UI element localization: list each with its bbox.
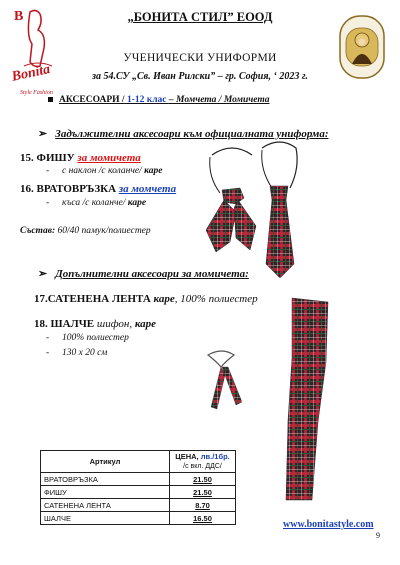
category-line: АКСЕСОАРИ / 1-12 клас – Момчета / Момичета — [48, 95, 270, 105]
school-line: за 54.СУ „Св. Иван Рилски” – гр. София, ‘ 2023 г. — [92, 71, 308, 82]
svg-text:Style Fashion: Style Fashion — [20, 90, 53, 96]
item-tie-detail: - къса /с коланче/ каре — [46, 198, 147, 208]
arrow-bullet-icon: ➢ — [38, 128, 48, 140]
ribbon-image — [208, 351, 242, 409]
table-row: САТЕНЕНА ЛЕНТА 8.70 — [41, 499, 236, 512]
price-table — [40, 450, 236, 525]
svg-text:B: B — [14, 9, 24, 24]
section-heading-mandatory: ➢ Задължителни аксесоари към официалната униформа: — [38, 128, 329, 140]
item-fishu: 15. ФИШУ за момичета — [20, 152, 141, 164]
col-article: Артикул — [41, 451, 170, 473]
table-row: ВРАТОВРЪЗКА 21.50 — [41, 473, 236, 486]
website-link[interactable]: www.bonitastyle.com — [283, 519, 374, 530]
col-price: ЦЕНА, лв./1бр. /с вкл. ДДС/ — [170, 451, 236, 473]
composition-line: Състав: 60/40 памук/полиестер — [20, 226, 151, 236]
price-table-header — [41, 451, 236, 473]
svg-text:Bonita: Bonita — [10, 62, 52, 85]
item-tie: 16. ВРАТОВРЪЗКА за момчета — [20, 183, 177, 195]
table-row: ФИШУ 21.50 — [41, 486, 236, 499]
tie-image — [262, 142, 297, 278]
item-scarf: 18. ШАЛЧЕ шифон, каре — [34, 318, 157, 330]
company-name: „БОНИТА СТИЛ” ЕООД — [127, 10, 273, 24]
item-fishu-detail: - с наклон /с коланче/ каре — [46, 166, 163, 176]
arrow-bullet-icon: ➢ — [38, 268, 48, 280]
item-scarf-size: - 130 х 20 см — [46, 348, 108, 358]
scarf-image — [286, 298, 328, 500]
document-subtitle: УЧЕНИЧЕСКИ УНИФОРМИ — [123, 52, 277, 64]
section-heading-additional: ➢ Допълнителни аксесоари за момичета: — [38, 268, 249, 280]
page-number: 9 — [376, 531, 380, 540]
item-scarf-composition: - 100% полиестер — [46, 333, 129, 343]
table-row: ШАЛЧЕ 16.50 — [41, 512, 236, 525]
item-satin-ribbon: 17.САТЕНЕНА ЛЕНТА каре, 100% полиестер — [34, 293, 258, 305]
fishu-image — [206, 148, 256, 252]
